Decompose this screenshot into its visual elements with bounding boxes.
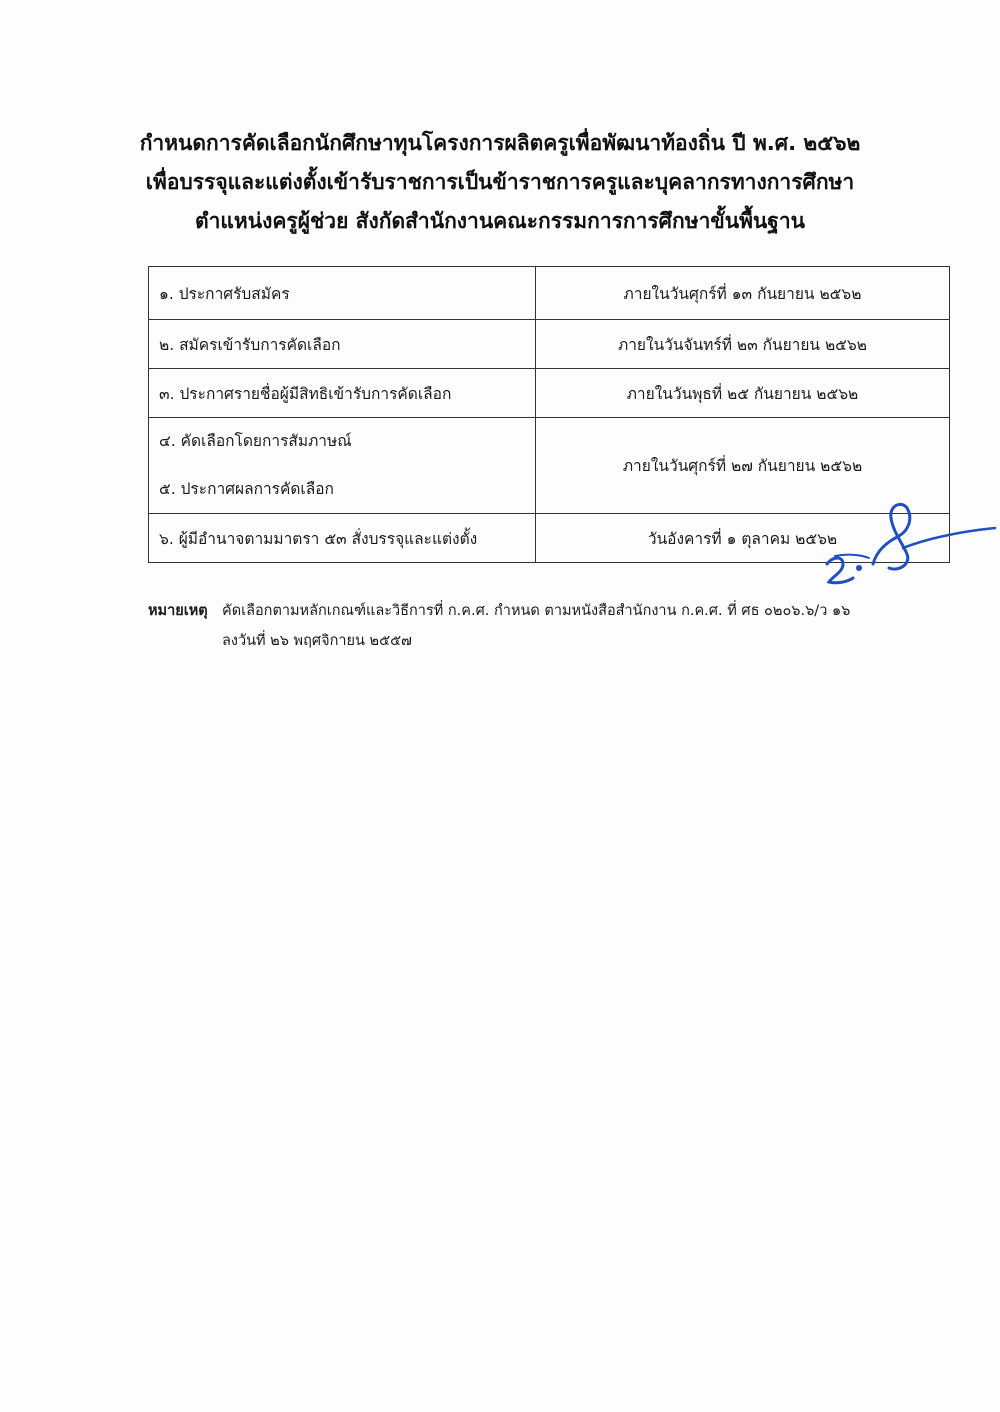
title-line-1: กำหนดการคัดเลือกนักศึกษาทุนโครงการผลิตครูเพื่อพัฒนาท้องถิ่น ปี พ.ศ. ๒๕๖๒ bbox=[139, 131, 861, 155]
remark-text-1: คัดเลือกตามหลักเกณฑ์และวิธีการที่ ก.ค.ศ. กำหนด ตามหนังสือสำนักงาน ก.ค.ศ. ที่ ศธ ๐๒๐๖.๖/ว ๑๖ bbox=[222, 603, 851, 619]
step-cell: ๖. ผู้มีอำนาจตามมาตรา ๕๓ สั่งบรรจุและแต่งตั้ง bbox=[149, 514, 536, 563]
date-cell: ภายในวันศุกร์ที่ ๑๓ กันยายน ๒๕๖๒ bbox=[536, 267, 950, 320]
date-cell: ภายในวันจันทร์ที่ ๒๓ กันยายน ๒๕๖๒ bbox=[536, 320, 950, 369]
document-title bbox=[60, 124, 940, 241]
date-cell: วันอังคารที่ ๑ ตุลาคม ๒๕๖๒ bbox=[536, 514, 950, 563]
step-cell: ๑. ประกาศรับสมัคร bbox=[149, 267, 536, 320]
step-cell: ๔. คัดเลือกโดยการสัมภาษณ์ bbox=[159, 432, 352, 450]
step-cell: ๒. สมัครเข้ารับการคัดเลือก bbox=[149, 320, 536, 369]
remark-label: หมายเหตุ bbox=[148, 603, 208, 619]
title-line-2: เพื่อบรรจุและแต่งตั้งเข้ารับราชการเป็นข้าราชการครูและบุคลากรทางการศึกษา bbox=[145, 170, 855, 194]
merged-step-cell bbox=[149, 418, 536, 514]
step-cell: ๕. ประกาศผลการคัดเลือก bbox=[159, 480, 334, 498]
remark-line-1 bbox=[148, 596, 948, 626]
remark-text-2: ลงวันที่ ๒๖ พฤศจิกายน ๒๕๕๗ bbox=[222, 633, 412, 649]
title-line-3: ตำแหน่งครูผู้ช่วย สังกัดสำนักงานคณะกรรมการการศึกษาขั้นพื้นฐาน bbox=[194, 209, 806, 233]
date-cell: ภายในวันพุธที่ ๒๕ กันยายน ๒๕๖๒ bbox=[536, 369, 950, 418]
step-cell: ๓. ประกาศรายชื่อผู้มีสิทธิเข้ารับการคัดเลือก bbox=[149, 369, 536, 418]
signature-image bbox=[815, 492, 1000, 594]
remark-note bbox=[148, 596, 948, 656]
table-row bbox=[149, 267, 950, 320]
table-row bbox=[149, 320, 950, 369]
date-cell: ภายในวันศุกร์ที่ ๒๗ กันยายน ๒๕๖๒ bbox=[536, 418, 950, 514]
table-row bbox=[149, 369, 950, 418]
